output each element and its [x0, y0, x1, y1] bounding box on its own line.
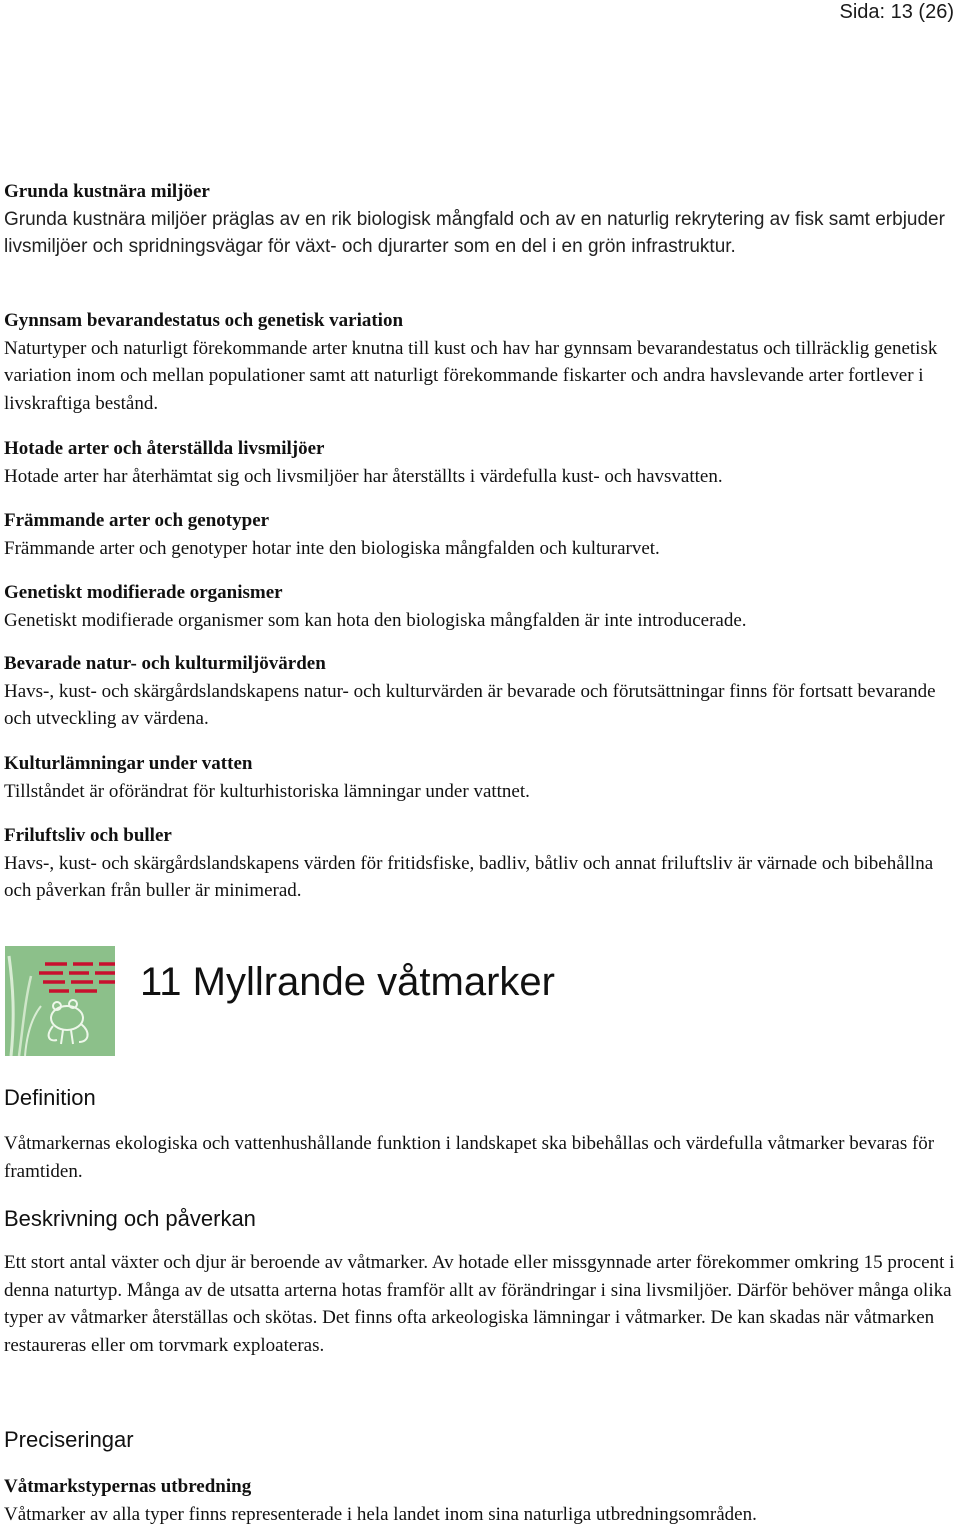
section-threatened-species: [4, 435, 956, 490]
section-outdoor-life-noise: [4, 822, 956, 905]
section-title: Friluftsliv och buller: [4, 825, 172, 846]
section-title: Grunda kustnära miljöer: [4, 181, 210, 202]
description-heading: Beskrivning och påverkan: [4, 1206, 256, 1231]
description-body-block: [4, 1249, 956, 1359]
page-number: Sida: 13 (26): [839, 1, 954, 23]
section-text: Främmande arter och genotyper hotar inte den biologiska mångfalden och kulturarvet.: [4, 537, 660, 559]
section-text: Havs-, kust- och skärgårdslandskapens natur- och kulturvärden är bevarade och förutsättningar finns för fortsatt bevarande och utveckling av värdena.: [4, 680, 936, 729]
section-underwater-heritage: [4, 750, 956, 805]
section-nature-culture-values: [4, 650, 956, 733]
chapter-title: 11 Myllrande våtmarker: [140, 960, 555, 1004]
section-text: Grunda kustnära miljöer präglas av en rik biologisk mångfald och av en naturlig rekrytering av fisk samt erbjuder livsmiljöer och spridningsvägar för växt- och djurarter som en del i en grön infrastruktur.: [4, 208, 945, 257]
chapter-header: [4, 946, 956, 1056]
section-title: Genetiskt modifierade organismer: [4, 582, 283, 603]
section-title: Gynnsam bevarandestatus och genetisk variation: [4, 310, 404, 331]
specification-text: Våtmarker av alla typer finns representerade i hela landet inom sina naturliga utbredningsområden.: [4, 1503, 757, 1525]
section-text: Tillståndet är oförändrat för kulturhistoriska lämningar under vattnet.: [4, 780, 530, 802]
specifications-section: [4, 1426, 956, 1454]
definition-section: [4, 1084, 956, 1112]
description-section: [4, 1205, 956, 1233]
section-text: Havs-, kust- och skärgårdslandskapens värden för fritidsfiske, badliv, båtliv och annat friluftsliv är värnade och bibehållna och påverkan från buller är minimerad.: [4, 852, 934, 901]
section-text: Naturtyper och naturligt förekommande arter knutna till kust och hav har gynnsam bevarandestatus och tillräcklig genetisk variation inom och mellan populationer samt att naturligt förekommande fiskarter och andra havslevande arter fortlever i livskraftiga bestånd.: [4, 337, 938, 414]
section-title: Hotade arter och återställda livsmiljöer: [4, 438, 325, 459]
section-text: Genetiskt modifierade organismer som kan hota den biologiska mångfalden är inte introducerade.: [4, 609, 747, 631]
section-shallow-coastal: [4, 178, 956, 261]
section-text: Hotade arter har återhämtat sig och livsmiljöer har återställts i värdefulla kust- och havsvatten.: [4, 465, 723, 487]
wetland-frog-icon: [5, 946, 115, 1056]
specification-title: Våtmarkstypernas utbredning: [4, 1476, 252, 1497]
section-title: Främmande arter och genotyper: [4, 510, 270, 531]
definition-text: Våtmarkernas ekologiska och vattenhushållande funktion i landskapet ska bibehållas och värdefulla våtmarker bevaras för framtiden.: [4, 1133, 935, 1182]
section-title: Bevarade natur- och kulturmiljövärden: [4, 653, 326, 674]
definition-body-block: [4, 1130, 956, 1185]
description-text: Ett stort antal växter och djur är beroende av våtmarker. Av hotade eller missgynnade arter förekommer omkring 15 procent i denna naturtyp. Många av de utsatta arterna hotas framför allt av förändringar i sina livsmiljöer. Därför behöver många olika typer av våtmarker återställas och skötas. Det finns ofta arkeologiska lämningar i våtmarker. De kan skadas när våtmarken restaureras eller om torvmark exploateras.: [4, 1252, 955, 1356]
specifications-heading: Preciseringar: [4, 1427, 134, 1452]
section-title: Kulturlämningar under vatten: [4, 753, 253, 774]
section-favourable-status: [4, 307, 956, 417]
section-alien-species: [4, 507, 956, 562]
definition-heading: Definition: [4, 1085, 96, 1110]
section-gmo: [4, 579, 956, 634]
specification-item: [4, 1473, 956, 1528]
